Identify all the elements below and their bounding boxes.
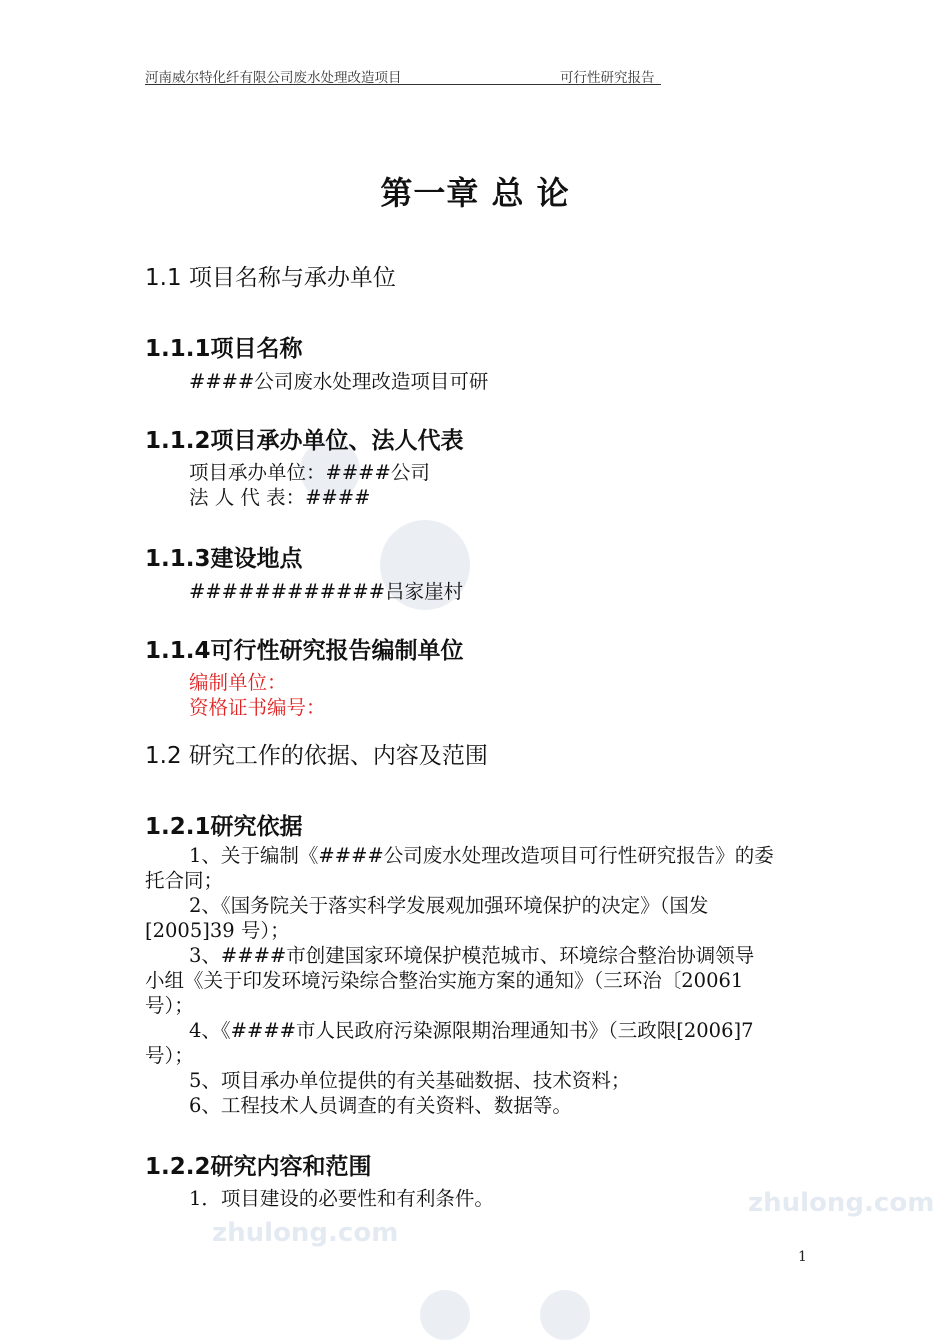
scope-item-1: 1．项目建设的必要性和有利条件。	[189, 1187, 494, 1210]
section-1-1-1-heading: 1.1.1项目名称	[145, 336, 303, 362]
basis-item-3: 3、####市创建国家环境保护模范城市、环境综合整治协调领导 小组《关于印发环境污染综合整治实施方案的通知》（三环治〔20061 号）；	[145, 944, 755, 1017]
legal-rep-text: 法 人 代 表：####	[189, 486, 371, 509]
basis-item-5: 5、项目承办单位提供的有关基础数据、技术资料；	[189, 1069, 631, 1092]
certificate-number-text: 资格证书编号：	[189, 696, 326, 719]
watermark-emblem	[540, 1290, 590, 1340]
section-1-2-1-heading: 1.2.1研究依据	[145, 814, 303, 840]
project-name-text: ####公司废水处理改造项目可研	[189, 370, 489, 393]
chapter-title: 第一章 总 论	[380, 174, 570, 212]
watermark-emblem	[420, 1290, 470, 1340]
site-location-text: ############吕家崖村	[189, 580, 464, 603]
section-1-1-heading: 1.1 项目名称与承办单位	[145, 265, 396, 291]
header-report-type: 可行性研究报告	[560, 70, 655, 86]
section-1-1-4-heading: 1.1.4可行性研究报告编制单位	[145, 638, 464, 664]
basis-item-4: 4、《####市人民政府污染源限期治理通知书》（三政限[2006]7 号）；	[145, 1019, 754, 1067]
section-1-2-heading: 1.2 研究工作的依据、内容及范围	[145, 743, 488, 769]
section-1-1-2-heading: 1.1.2项目承办单位、法人代表	[145, 428, 464, 454]
basis-item-1: 1、关于编制《####公司废水处理改造项目可行性研究报告》的委 托合同；	[145, 844, 774, 892]
header-rule	[145, 84, 661, 85]
watermark-text: zhulong.com	[212, 1218, 399, 1248]
section-1-2-2-heading: 1.2.2研究内容和范围	[145, 1154, 372, 1180]
undertaking-unit-text: 项目承办单位：####公司	[189, 461, 430, 484]
header-project-name: 河南威尔特化纤有限公司废水处理改造项目	[145, 70, 402, 86]
watermark-text: zhulong.com	[748, 1188, 935, 1218]
compiling-unit-text: 编制单位：	[189, 671, 287, 694]
basis-item-6: 6、工程技术人员调查的有关资料、数据等。	[189, 1094, 572, 1117]
section-1-1-3-heading: 1.1.3建设地点	[145, 546, 303, 572]
basis-item-2: 2、《国务院关于落实科学发展观加强环境保护的决定》（国发 [2005]39 号）；	[145, 894, 709, 942]
page-number: 1	[798, 1249, 807, 1265]
